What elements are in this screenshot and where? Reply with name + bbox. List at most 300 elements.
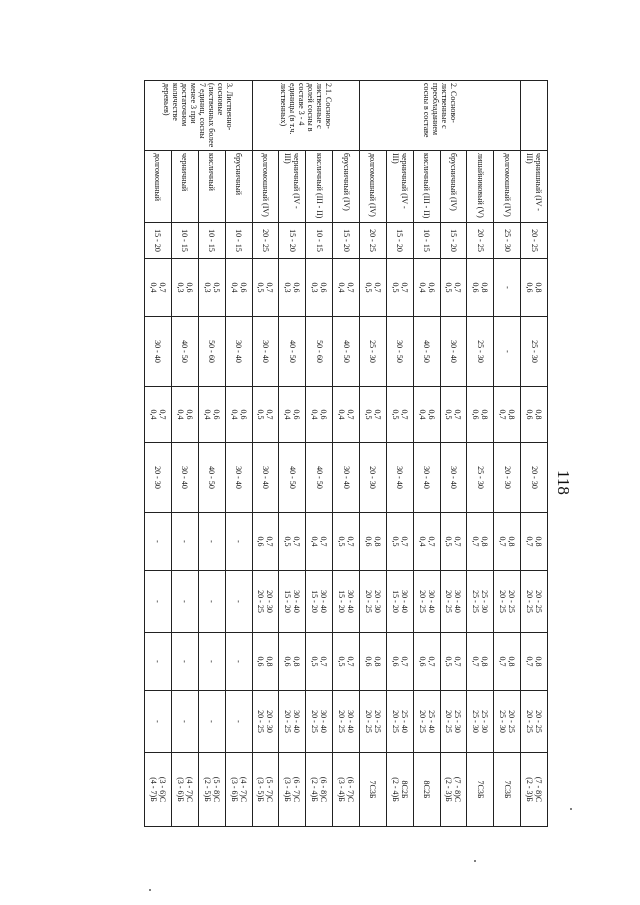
value-line: 40 - 50 [180, 340, 190, 363]
value-cell [333, 259, 360, 317]
value-line: 25 - 40 [399, 710, 409, 733]
value-cell [198, 443, 225, 513]
value-line: 30 - 40 [426, 590, 436, 613]
value-cell [494, 513, 521, 571]
value-cell [171, 571, 198, 633]
value-line: 40 - 50 [341, 340, 351, 363]
value-line: 0,4 [417, 409, 427, 420]
value-line: 0,6 [319, 282, 329, 293]
value-line: 0,5 [283, 536, 293, 547]
value-line: 0,7 [453, 409, 463, 420]
value-line: - [180, 720, 190, 723]
value-cell [440, 443, 467, 513]
value-cell [467, 571, 494, 633]
value-line: (4 - 7)Б [148, 777, 158, 802]
value-cell [252, 259, 279, 317]
value-line: 0,8 [480, 536, 490, 547]
value-cell [252, 317, 279, 387]
value-line: 7С3Б [475, 780, 485, 799]
value-line: (3 - 6)С [157, 776, 167, 803]
value-line: 25 - 30 [529, 340, 539, 363]
value-line: 25 - 30 [471, 710, 481, 733]
value-cell [225, 317, 252, 387]
value-cell [521, 317, 548, 387]
value-line: 20 - 25 [256, 710, 266, 733]
value-line: 0,8 [534, 536, 544, 547]
value-line: 20 - 25 [525, 590, 535, 613]
value-cell [145, 691, 172, 753]
value-cell [333, 571, 360, 633]
value-line: 30 - 40 [399, 590, 409, 613]
value-cell [306, 571, 333, 633]
value-line: - [180, 660, 190, 663]
value-line: 8С2Б [422, 780, 432, 799]
age-cell: 20 - 25 [467, 223, 494, 259]
age-cell: 20 - 25 [521, 223, 548, 259]
value-cell [171, 753, 198, 827]
table-row [413, 81, 440, 827]
value-line: 20 - 25 [283, 710, 293, 733]
value-cell [306, 691, 333, 753]
value-line: 20 - 30 [368, 466, 378, 489]
value-cell [306, 753, 333, 827]
value-line: 0,7 [265, 282, 275, 293]
scan-speck [570, 808, 572, 810]
value-line: 30 - 40 [234, 340, 244, 363]
value-line: 0,7 [346, 656, 356, 667]
value-line: 0,5 [310, 656, 320, 667]
value-cell [306, 317, 333, 387]
value-line: 0,8 [534, 409, 544, 420]
table-row [467, 81, 494, 827]
value-cell [359, 387, 386, 443]
value-line: (7 - 8)С [534, 776, 544, 803]
value-line: 0,7 [319, 656, 329, 667]
value-cell [279, 513, 306, 571]
value-line: (2 - 5)Б [202, 777, 212, 802]
value-cell [225, 633, 252, 691]
value-line: 30 - 50 [395, 340, 405, 363]
forest-type-cell: кисличный [198, 151, 225, 223]
value-cell [494, 633, 521, 691]
age-cell: 25 - 30 [494, 223, 521, 259]
value-cell [494, 691, 521, 753]
value-cell [413, 387, 440, 443]
value-line: 0,5 [256, 282, 266, 293]
value-line: 30 - 40 [153, 340, 163, 363]
value-line: 0,8 [507, 656, 517, 667]
value-line: 30 - 40 [395, 466, 405, 489]
value-cell [521, 753, 548, 827]
value-cell [359, 317, 386, 387]
forest-type-cell: черничный [171, 151, 198, 223]
value-line: (6 - 7)С [292, 776, 302, 803]
value-line: 0,6 [292, 409, 302, 420]
value-line: 15 - 20 [390, 590, 400, 613]
value-cell [413, 317, 440, 387]
group-cell: 3. Лиственно-сосновые (лиственных более 7 единиц, сосны менее 3 при достаточном количестве деревьев) [145, 81, 253, 151]
value-cell [198, 691, 225, 753]
forest-type-cell: черничный (IV - III) [386, 151, 413, 223]
value-line: 0,6 [292, 282, 302, 293]
value-line: 0,4 [175, 409, 185, 420]
value-line: 0,7 [319, 536, 329, 547]
value-line: 0,5 [444, 409, 454, 420]
value-cell [467, 753, 494, 827]
forest-type-cell: лишайниковый (V) [467, 151, 494, 223]
value-line: 30 - 40 [341, 466, 351, 489]
value-cell [440, 753, 467, 827]
value-line: (5 - 7)С [265, 776, 275, 803]
value-line: 15 - 20 [283, 590, 293, 613]
value-cell [386, 317, 413, 387]
value-cell [467, 317, 494, 387]
value-line: - [180, 540, 190, 543]
value-line: 0,4 [417, 282, 427, 293]
value-cell [467, 633, 494, 691]
value-line: 0,7 [372, 282, 382, 293]
value-cell [306, 443, 333, 513]
forest-type-cell: чернишный (IV - III) [521, 151, 548, 223]
value-cell [306, 259, 333, 317]
value-cell [386, 513, 413, 571]
value-cell [145, 753, 172, 827]
value-line: 7С3Б [502, 780, 512, 799]
value-cell [198, 571, 225, 633]
age-cell: 10 - 15 [225, 223, 252, 259]
value-line: - [207, 660, 217, 663]
value-cell [252, 443, 279, 513]
value-cell [333, 513, 360, 571]
value-line: 0,7 [525, 656, 535, 667]
value-cell [225, 691, 252, 753]
value-line: 30 - 40 [180, 466, 190, 489]
value-line: 40 - 50 [314, 466, 324, 489]
value-cell [440, 633, 467, 691]
value-cell [145, 317, 172, 387]
value-cell [171, 317, 198, 387]
forest-type-cell: брусничный (IV) [440, 151, 467, 223]
value-cell [145, 513, 172, 571]
value-line: 0,4 [337, 409, 347, 420]
value-cell [386, 753, 413, 827]
value-cell [521, 443, 548, 513]
value-line: (3 - 6)Б [175, 777, 185, 802]
value-cell [198, 633, 225, 691]
value-line: 20 - 30 [265, 590, 275, 613]
value-line: 0,7 [453, 656, 463, 667]
value-line: 20 - 25 [444, 710, 454, 733]
value-line: 0,7 [399, 656, 409, 667]
value-line: (3 - 6)Б [229, 777, 239, 802]
value-line: 20 - 25 [363, 590, 373, 613]
value-line: (6 - 8)С [319, 776, 329, 803]
value-cell [225, 571, 252, 633]
value-line: 0,6 [417, 656, 427, 667]
value-cell [279, 259, 306, 317]
value-line: 0,7 [498, 656, 508, 667]
value-line: 0,7 [453, 282, 463, 293]
value-line: 0,6 [471, 282, 481, 293]
value-line: 0,6 [184, 409, 194, 420]
value-line: 0,7 [265, 536, 275, 547]
value-line: 0,8 [534, 282, 544, 293]
value-cell [521, 387, 548, 443]
value-line: - [153, 540, 163, 543]
value-cell [171, 691, 198, 753]
value-line: (3 - 5)Б [256, 777, 266, 802]
value-cell [252, 571, 279, 633]
value-cell [333, 317, 360, 387]
group-cell: 2.1. Сосново-лиственные с долей сосны в составе 3 - 4 единицы (в т.ч. лиственных) [252, 81, 359, 151]
table-body [145, 81, 548, 827]
value-cell [521, 633, 548, 691]
age-cell: 10 - 15 [413, 223, 440, 259]
age-cell: 10 - 15 [198, 223, 225, 259]
value-cell [494, 259, 521, 317]
value-cell [279, 691, 306, 753]
value-line: 0,3 [175, 282, 185, 293]
value-line: 20 - 30 [265, 710, 275, 733]
value-line: 25 - 30 [480, 590, 490, 613]
value-line: 0,8 [292, 656, 302, 667]
value-line: - [180, 600, 190, 603]
value-line: 30 - 40 [292, 710, 302, 733]
value-line: 20 - 30 [153, 466, 163, 489]
age-cell: 15 - 20 [333, 223, 360, 259]
value-line: 0,7 [399, 282, 409, 293]
value-line: 20 - 25 [363, 710, 373, 733]
value-line: 0,7 [426, 656, 436, 667]
forest-type-cell: брусничный (IV) [333, 151, 360, 223]
value-line: 20 - 25 [525, 710, 535, 733]
age-cell: 15 - 20 [386, 223, 413, 259]
value-line: 0,5 [337, 536, 347, 547]
value-line: - [234, 660, 244, 663]
value-line: 0,3 [202, 282, 212, 293]
value-line: 0,8 [372, 656, 382, 667]
value-line: - [207, 720, 217, 723]
age-cell: 20 - 25 [252, 223, 279, 259]
value-line: 0,4 [310, 409, 320, 420]
value-cell [359, 753, 386, 827]
value-cell [306, 513, 333, 571]
value-cell [494, 571, 521, 633]
value-cell [359, 259, 386, 317]
value-line: 20 - 25 [507, 710, 517, 733]
value-line: 20 - 25 [417, 710, 427, 733]
age-cell: 10 - 15 [171, 223, 198, 259]
value-cell [413, 443, 440, 513]
value-line: 0,6 [211, 409, 221, 420]
value-line: 15 - 20 [337, 590, 347, 613]
value-line: - [207, 600, 217, 603]
value-line: 30 - 40 [422, 466, 432, 489]
value-cell [494, 387, 521, 443]
value-line: 20 - 25 [256, 590, 266, 613]
value-line: 0,5 [363, 409, 373, 420]
value-line: 40 - 50 [287, 466, 297, 489]
value-line: - [502, 286, 512, 289]
value-cell [359, 571, 386, 633]
value-cell [413, 691, 440, 753]
value-line: 25 - 30 [453, 710, 463, 733]
value-line: 30 - 40 [319, 590, 329, 613]
value-line: 7С3Б [368, 780, 378, 799]
value-line: 0,5 [444, 536, 454, 547]
value-line: 20 - 25 [417, 590, 427, 613]
value-line: 0,6 [525, 282, 535, 293]
value-line: 0,8 [480, 656, 490, 667]
value-line: 0,6 [471, 409, 481, 420]
value-line: 25 - 30 [475, 340, 485, 363]
value-line: 0,6 [390, 656, 400, 667]
value-line: 0,4 [148, 409, 158, 420]
value-cell [171, 387, 198, 443]
value-cell [521, 259, 548, 317]
value-line: 0,4 [417, 536, 427, 547]
value-line: - [234, 600, 244, 603]
value-line: 0,8 [507, 536, 517, 547]
value-cell [386, 571, 413, 633]
value-line: 0,3 [310, 282, 320, 293]
value-line: 0,4 [202, 409, 212, 420]
value-line: 0,7 [498, 536, 508, 547]
value-cell [198, 387, 225, 443]
value-line: 0,7 [399, 536, 409, 547]
value-cell [225, 513, 252, 571]
value-line: 0,4 [337, 282, 347, 293]
value-cell [198, 513, 225, 571]
value-line: 20 - 25 [507, 590, 517, 613]
value-line: 0,7 [399, 409, 409, 420]
value-line: 0,6 [238, 409, 248, 420]
value-cell [279, 571, 306, 633]
value-line: 20 - 30 [502, 466, 512, 489]
table-row [279, 81, 306, 827]
value-cell [440, 387, 467, 443]
value-cell [521, 571, 548, 633]
value-cell [494, 443, 521, 513]
value-line: 40 - 50 [422, 340, 432, 363]
value-line: 0,5 [337, 656, 347, 667]
value-cell [171, 443, 198, 513]
table-row [171, 81, 198, 827]
value-line: 40 - 50 [287, 340, 297, 363]
value-line: 40 - 50 [207, 466, 217, 489]
value-line: 30 - 40 [319, 710, 329, 733]
forest-type-cell: черничный (IV - III) [279, 151, 306, 223]
value-line: 0,5 [444, 282, 454, 293]
value-line: 20 - 25 [534, 710, 544, 733]
value-cell [252, 753, 279, 827]
value-line: 0,5 [444, 656, 454, 667]
value-line: 0,8 [534, 656, 544, 667]
value-line: 0,5 [390, 536, 400, 547]
forest-type-cell: долгомошный (IV) [359, 151, 386, 223]
value-line: 0,7 [498, 409, 508, 420]
value-cell [333, 443, 360, 513]
value-cell [359, 513, 386, 571]
value-line: 0,8 [480, 409, 490, 420]
table-row [333, 81, 360, 827]
value-cell [440, 259, 467, 317]
value-cell [225, 259, 252, 317]
value-line: 30 - 40 [292, 590, 302, 613]
value-cell [386, 691, 413, 753]
value-line: (6 - 7)С [346, 776, 356, 803]
value-cell [171, 259, 198, 317]
value-cell [279, 387, 306, 443]
table-row [440, 81, 467, 827]
value-line: 0,7 [525, 536, 535, 547]
value-line: 20 - 30 [372, 590, 382, 613]
value-cell [306, 387, 333, 443]
value-cell [171, 513, 198, 571]
value-cell [467, 513, 494, 571]
value-cell [145, 443, 172, 513]
value-line: - [153, 660, 163, 663]
value-cell [413, 753, 440, 827]
value-cell [145, 387, 172, 443]
value-line: 30 - 40 [346, 710, 356, 733]
value-cell [225, 753, 252, 827]
value-line: 30 - 40 [449, 340, 458, 363]
value-line: 0,6 [426, 409, 436, 420]
value-line: 0,7 [157, 409, 167, 420]
value-line: 20 - 30 [529, 466, 539, 489]
value-line: 0,6 [256, 656, 266, 667]
value-line: 0,6 [283, 656, 293, 667]
value-cell [279, 317, 306, 387]
value-line: 0,7 [265, 409, 275, 420]
value-line: 0,7 [471, 536, 481, 547]
value-line: (3 - 4)Б [283, 777, 293, 802]
value-line: 0,7 [372, 409, 382, 420]
value-cell [359, 691, 386, 753]
value-cell [521, 513, 548, 571]
value-line: - [502, 350, 512, 353]
value-line: 0,7 [346, 282, 356, 293]
value-line: 25 - 30 [475, 466, 485, 489]
age-cell: 15 - 20 [279, 223, 306, 259]
value-line: (3 - 4)Б [337, 777, 347, 802]
value-cell [386, 387, 413, 443]
value-cell [279, 753, 306, 827]
value-line: 20 - 25 [310, 710, 320, 733]
value-line: - [153, 600, 163, 603]
value-line: 0,4 [229, 409, 239, 420]
value-line: 0,7 [346, 536, 356, 547]
value-line: 20 - 25 [390, 710, 400, 733]
table-row [359, 81, 386, 827]
value-cell [359, 633, 386, 691]
value-line: (2 - 4)Б [310, 777, 320, 802]
value-cell [145, 259, 172, 317]
value-line: 0,8 [372, 536, 382, 547]
value-cell [494, 317, 521, 387]
value-line: 0,7 [292, 536, 302, 547]
value-cell [467, 259, 494, 317]
value-cell [333, 387, 360, 443]
table-row [198, 81, 225, 827]
value-line: 0,8 [507, 409, 517, 420]
group-cell: 2. Сосново-лиственные с преобладанием сосны в составе [359, 81, 520, 151]
value-cell [440, 513, 467, 571]
value-cell [440, 317, 467, 387]
value-cell [145, 571, 172, 633]
value-line: 20 - 25 [337, 710, 347, 733]
